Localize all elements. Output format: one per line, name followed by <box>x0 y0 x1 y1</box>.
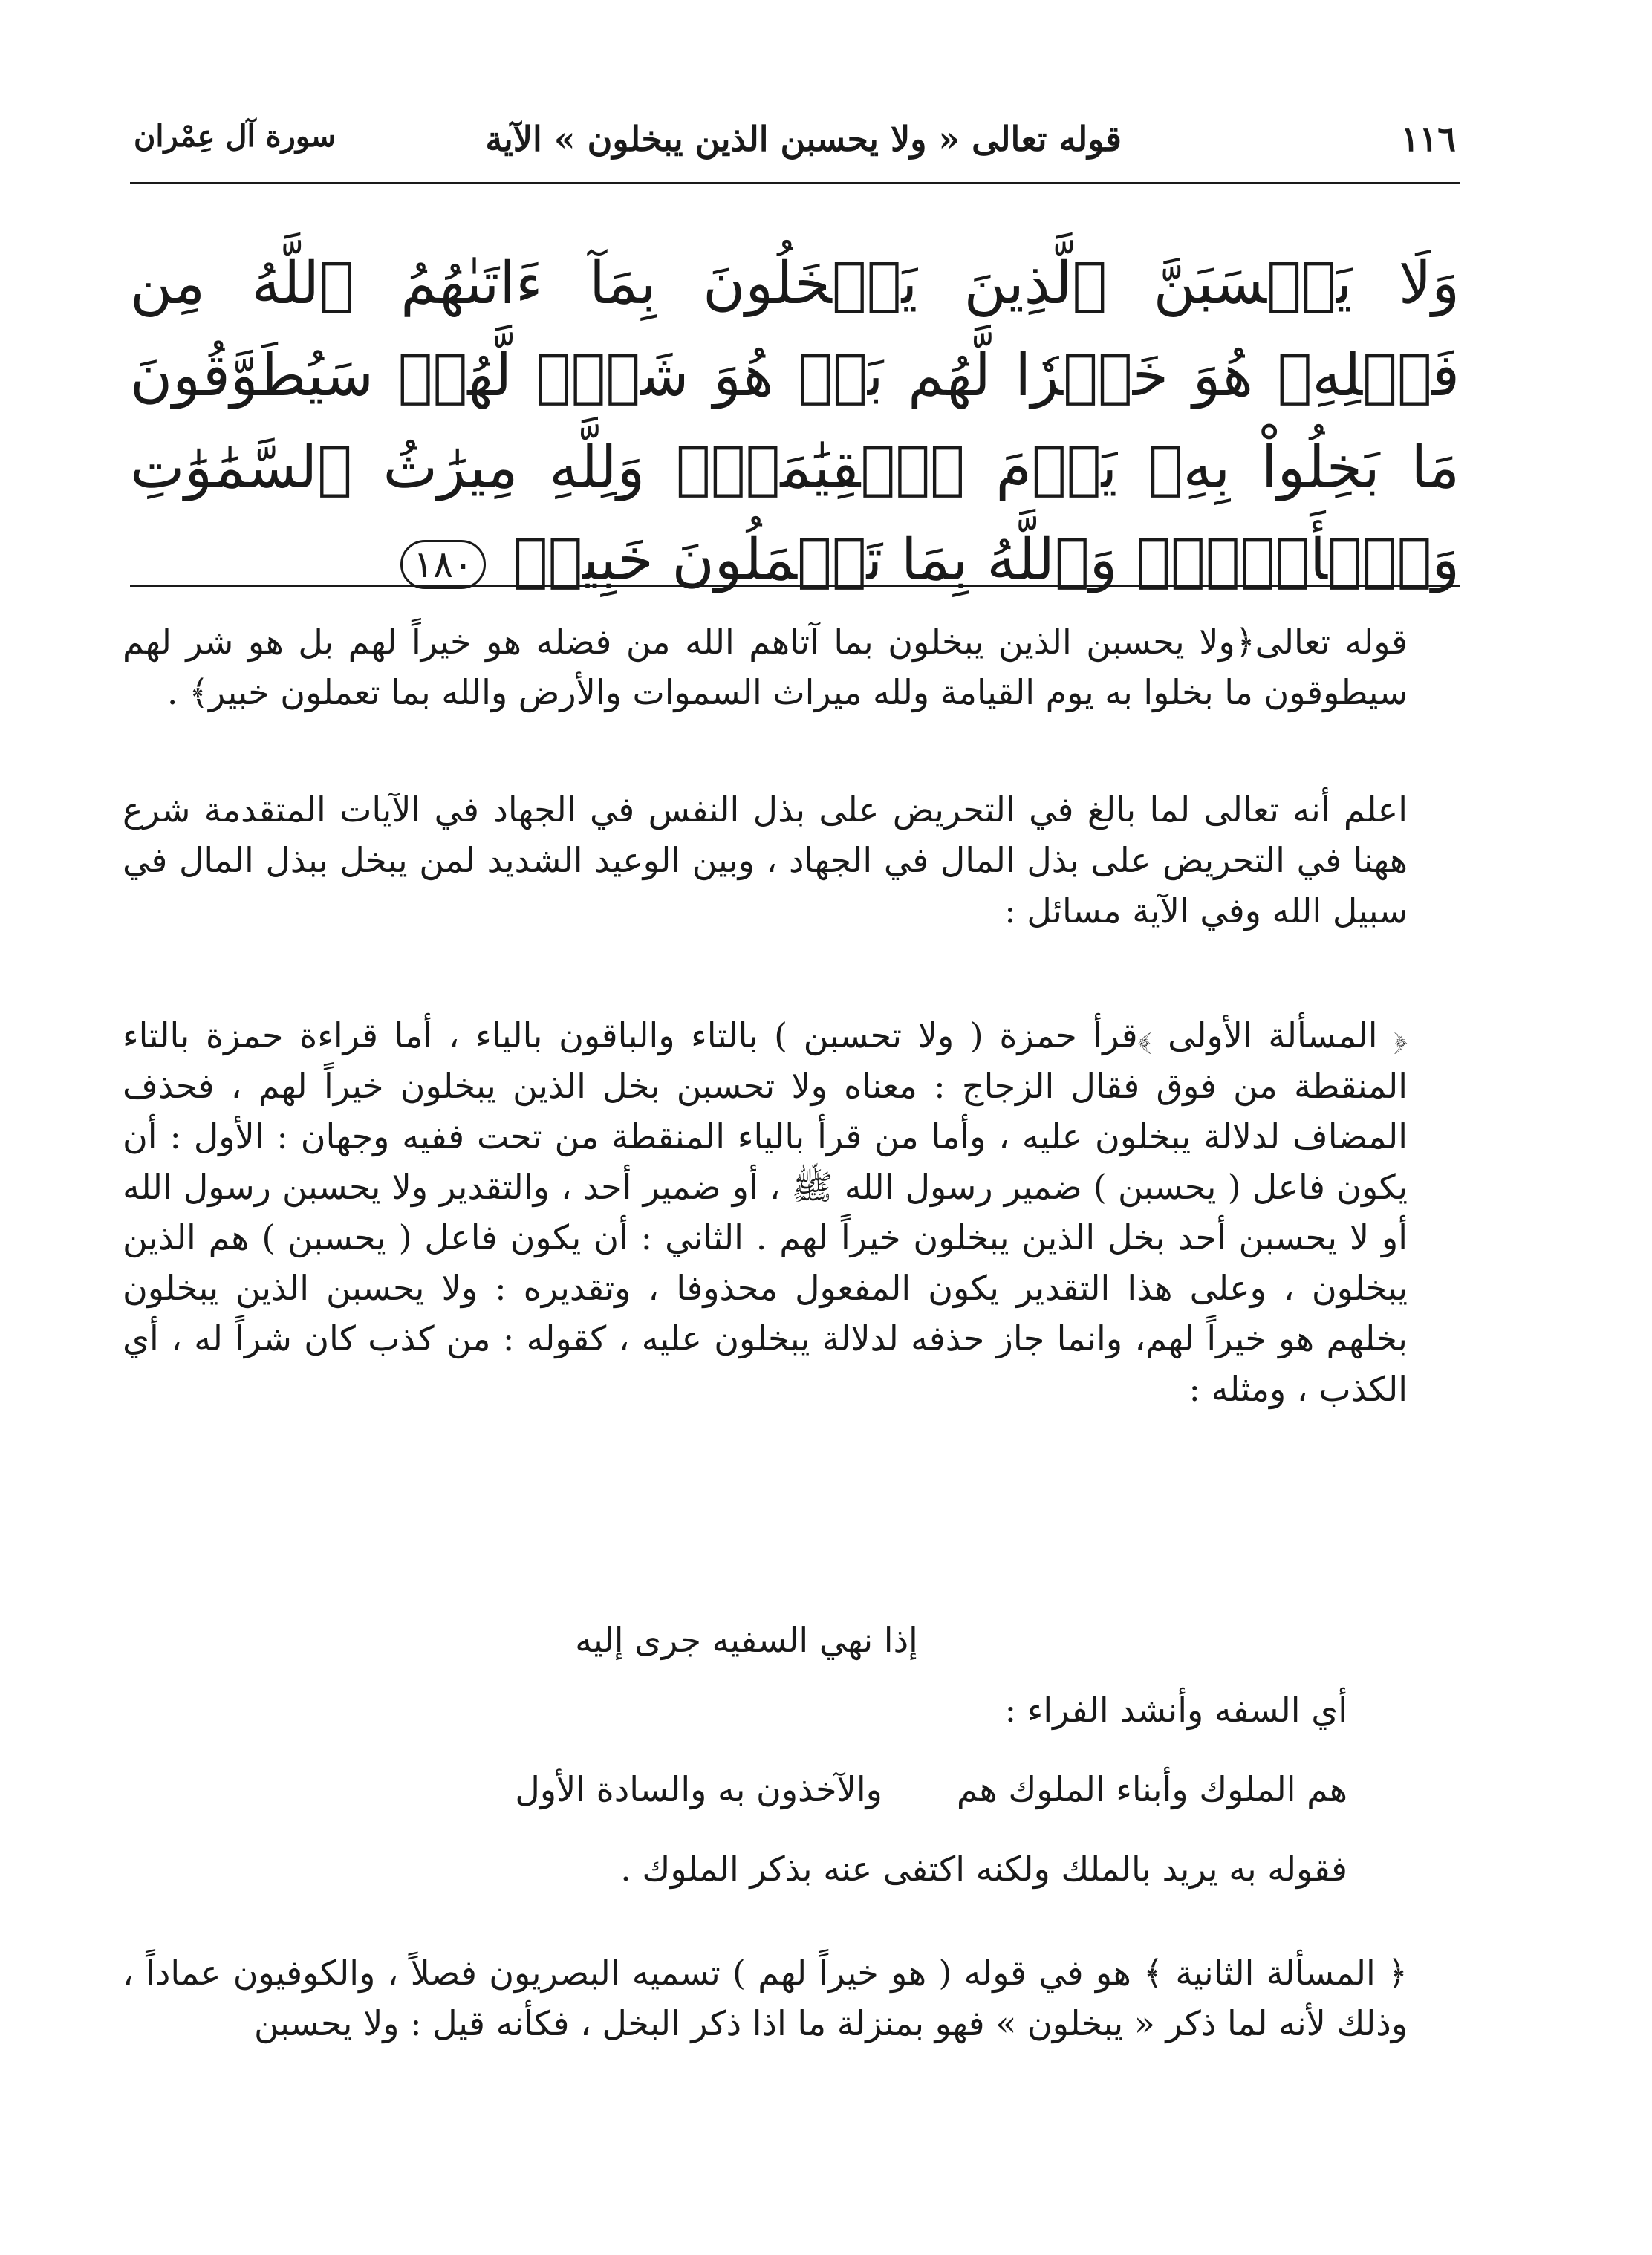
commentary-paragraph-5: فقوله به يريد بالملك ولكنه اكتفى عنه بذكر الملوك . <box>620 1849 1347 1889</box>
poem-hemistich-a: هم الملوك وأبناء الملوك هم <box>956 1769 1347 1809</box>
running-title: قوله تعالى « ولا يحسبن الذين يبخلون » الآية <box>485 119 1122 159</box>
page-header <box>134 111 1456 171</box>
commentary-paragraph-6: ﴿ المسألة الثانية ﴾ هو في قوله ( هو خيراً لهم ) تسميه البصريون فصلاً ، والكوفيون عماداً ، وذلك لأنه لما ذكر « يبخلون » فهو بمنزلة ما اذا ذكر البخل ، فكأنه قيل : ولا يحسبن <box>123 1953 1408 2043</box>
page-number: ١١٦ <box>1400 119 1456 159</box>
commentary-paragraph-3: ﴿ المسألة الأولى ﴾قرأ حمزة ( ولا تحسبن ) بالتاء والباقون بالياء ، أما قراءة حمزة بالتاء المنقطة من فوق فقال الزجاج : معناه ولا تحسبن بخل الذين يبخلون خيراً لهم ، فحذف المضاف لدلالة يبخلون عليه ، وأما من قرأ بالياء المنقطة من تحت ففيه وجهان : الأول : أن يكون فاعل ( يحسبن ) ضمير رسول الله ﷺ ، أو ضمير أحد ، والتقدير ولا يحسبن رسول الله أو لا يحسبن أحد بخل الذين يبخلون خيراً لهم . الثاني : أن يكون فاعل ( يحسبن ) هم الذين يبخلون ، وعلى هذا التقدير يكون المفعول محذوفا ، وتقديره : ولا يحسبن الذين يبخلون بخلهم هو خيراً لهم، وانما جاز حذفه لدلالة يبخلون عليه ، كقوله : من كذب كان شراً له ، أي الكذب ، ومثله : <box>123 1015 1408 1409</box>
verse-text: وَلَا يَحۡسَبَنَّ ٱلَّذِينَ يَبۡخَلُونَ بِمَآ ءَاتَىٰهُمُ ٱللَّهُ مِن فَضۡلِهِۦ هُوَ خَيۡرٗا لَّهُم بَلۡ هُوَ شَرّٞ لَّهُمۡ سَيُطَوَّقُونَ مَا بَخِلُواْ بِهِۦ يَوۡمَ ٱلۡقِيَٰمَةِۗ وَلِلَّهِ مِيرَٰثُ ٱلسَّمَٰوَٰتِ وَٱلۡأَرۡضِۗ وَٱللَّهُ بِمَا تَعۡمَلُونَ خَبِيرٞ <box>130 250 1460 593</box>
poem-line <box>515 1764 1347 1815</box>
surah-name: سورة آل عِمْران <box>134 119 336 154</box>
commentary-paragraph-2: اعلم أنه تعالى لما بالغ في التحريض على بذل النفس في الجهاد في الآيات المتقدمة شرع ههنا في التحريض على بذل المال في الجهاد ، وبين الوعيد الشديد لمن يبخل ببذل المال في سبيل الله وفي الآية مسائل : <box>123 790 1408 931</box>
commentary-paragraph-1: قوله تعالى﴿ولا يحسبن الذين يبخلون بما آتاهم الله من فضله هو خيراً لهم بل هو شر لهم سيطوقون ما بخلوا به يوم القيامة ولله ميراث السموات والأرض والله بما تعملون خبير﴾ . <box>123 622 1408 712</box>
verse-number-marker: ١٨٠ <box>400 540 486 589</box>
verse-rule <box>130 585 1460 587</box>
commentary-paragraph-4: أي السفه وأنشد الفراء : <box>1004 1690 1347 1730</box>
quran-verse <box>130 238 1460 606</box>
poem-verse-centered: إذا نهي السفيه جرى إليه <box>575 1620 918 1660</box>
header-rule <box>130 182 1460 184</box>
poem-hemistich-b: والآخذون به والسادة الأول <box>515 1769 882 1809</box>
